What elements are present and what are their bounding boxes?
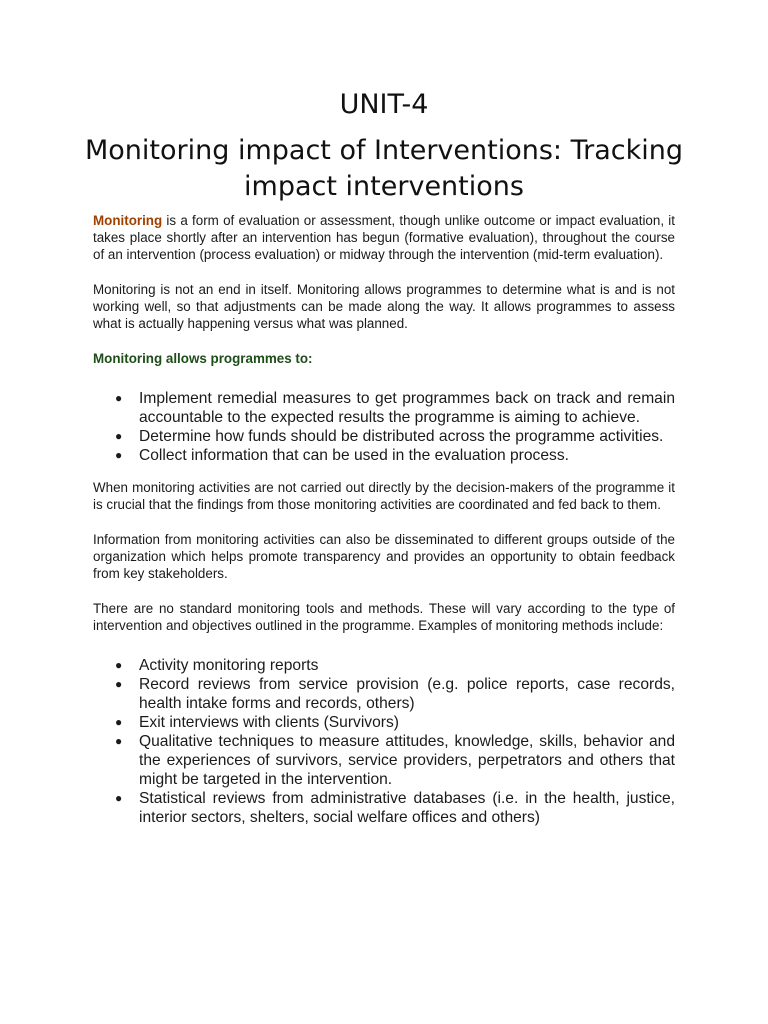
unit-label: UNIT-4 [339,89,429,120]
bullet-icon: ● [115,391,123,405]
spacer [93,582,675,600]
bullet-icon: ● [115,734,123,748]
paragraph-intro [93,212,675,263]
list-item [93,732,675,789]
title-line-1: Monitoring impact of Interventions: Tracking [84,135,684,166]
list-item-text: Exit interviews with clients (Survivors) [139,714,399,731]
list-item [93,446,675,465]
list-item [93,713,675,732]
spacer [93,634,675,656]
spacer [93,367,675,389]
list-item [93,389,675,427]
title-line-2: impact interventions [244,171,524,202]
bullet-icon: ● [115,715,123,729]
bullet-icon: ● [115,429,123,443]
list-item-text: Determine how funds should be distributed across the programme activities. [139,428,664,445]
page-title [0,133,768,205]
list-item [93,427,675,446]
list-item [93,789,675,827]
bullet-icon: ● [115,677,123,691]
list-item-text: Activity monitoring reports [139,657,319,674]
paragraph-intro-text: is a form of evaluation or assessment, though unlike outcome or impact evaluation, it takes place shortly after an intervention has begun (formative evaluation), throughout the course of an intervention (process evaluation) or midway through the intervention (mid-term evaluation). [93,213,675,262]
keyword-monitoring: Monitoring [93,213,163,228]
paragraph-tools: There are no standard monitoring tools and methods. These will vary according to the type of intervention and objectives outlined in the programme. Examples of monitoring methods include: [93,601,675,633]
list-item [93,675,675,713]
list-item-text: Implement remedial measures to get programmes back on track and remain accountable to the expected results the programme is aiming to achieve. [139,390,675,426]
list-item-text: Statistical reviews from administrative databases (i.e. in the health, justice, interior sectors, shelters, social welfare offices and others) [139,790,675,826]
paragraph-decision-makers: When monitoring activities are not carried out directly by the decision-makers of the programme it is crucial that the findings from those monitoring activities are coordinated and fed back to them. [93,480,675,512]
bullet-icon: ● [115,791,123,805]
list-item [93,656,675,675]
paragraph-purpose: Monitoring is not an end in itself. Monitoring allows programmes to determine what is and is not working well, so that adjustments can be made along the way. It allows programmes to assess what is actually happening versus what was planned. [93,282,675,331]
list-methods [93,656,675,827]
subheading-allows: Monitoring allows programmes to: [93,351,313,366]
spacer [93,513,675,531]
spacer [93,263,675,281]
document-body [93,212,675,827]
list-item-text: Collect information that can be used in the evaluation process. [139,447,569,464]
bullet-icon: ● [115,448,123,462]
list-item-text: Qualitative techniques to measure attitudes, knowledge, skills, behavior and the experiences of survivors, service providers, perpetrators and others that might be targeted in the intervention. [139,733,675,788]
bullet-icon: ● [115,658,123,672]
spacer [93,332,675,350]
paragraph-dissemination: Information from monitoring activities can also be disseminated to different groups outside of the organization which helps promote transparency and provides an opportunity to obtain feedback from key stakeholders. [93,532,675,581]
list-benefits [93,389,675,465]
list-item-text: Record reviews from service provision (e.g. police reports, case records, health intake forms and records, others) [139,676,675,712]
spacer [93,465,675,479]
